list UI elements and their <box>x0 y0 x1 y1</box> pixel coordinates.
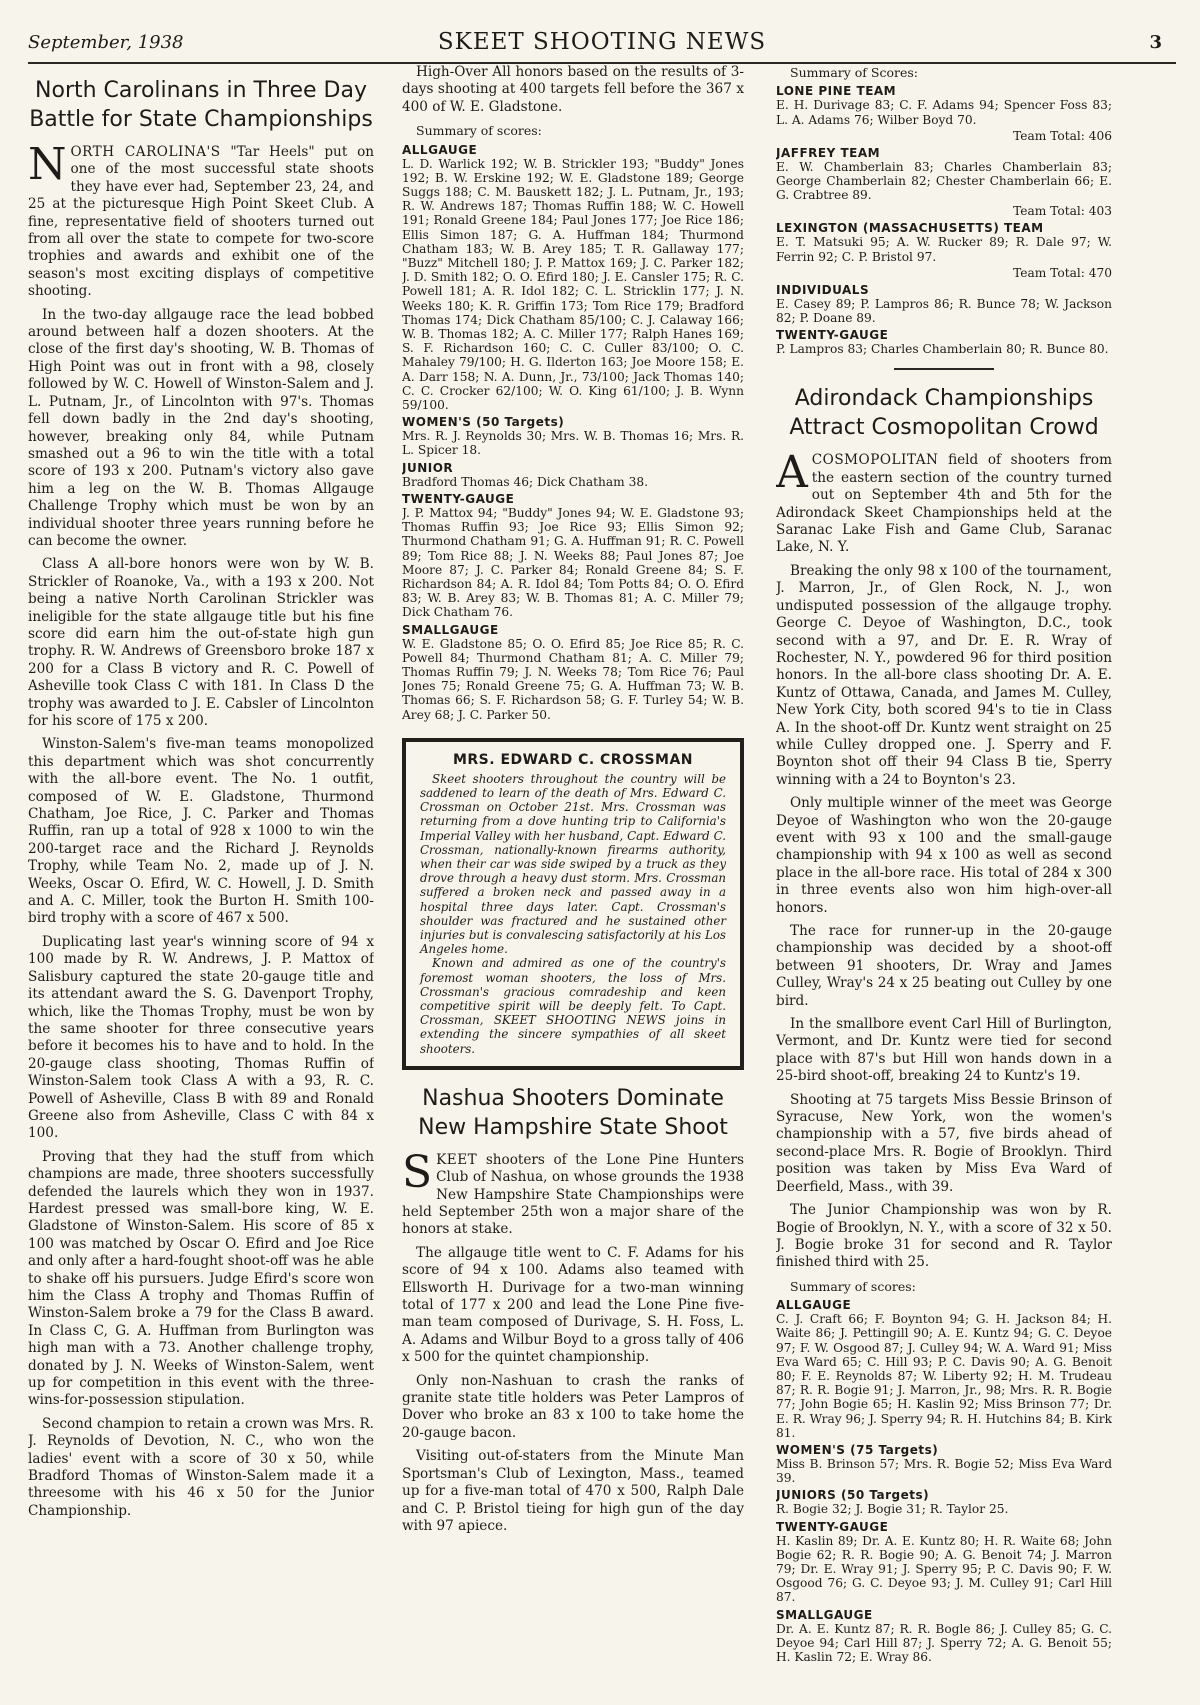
nh-jaffrey-scores: E. W. Chamberlain 83; Charles Chamberlain 83; George Chamberlain 82; Chester Chamberlain 66; E. G. Crabtree 89. <box>776 159 1112 203</box>
nc-women-label: WOMEN'S (50 Targets) <box>402 415 565 430</box>
adk-paragraph-4: The race for runner-up in the 20-gauge championship was decided by a shoot-off between 91 shooters, Dr. Wray and James Culley, Wray's 24 x 25 beating out Culley by one bird. <box>776 923 1112 1009</box>
nh-paragraph-3: Only non-Nashuan to crash the ranks of granite state title holders was Peter Lampros of Dover who broke an 83 x 100 to take home the 20-gauge bacon. <box>402 1372 744 1441</box>
nc-twenty-scores: J. P. Mattox 94; "Buddy" Jones 94; W. E. Gladstone 93; Thomas Ruffin 93; Joe Rice 93; Ellis Simon 92; Thurmond Chatham 91; G. A. Huffman 91; R. C. Powell 89; Tom Rice 88; J. N. Weeks 88; Paul Jones 87; Joe Moore 87; J. C. Parker 84; Ronald Greene 84; S. F. Richardson 84; A. R. Idol 84; Tom Potts 84; O. O. Efird 83; W. B. Arey 83; W. B. Thomas 81; A. C. Miller 79; Dick Chatham 76. <box>402 505 744 620</box>
adk-paragraph-3: Only multiple winner of the meet was George Deyoe of Washington who won the 20-gauge event with 93 x 100 and the small-gauge championship with 94 x 100 as well as second place in the all-bore race. His total of 284 x 300 in three events also won him high-over-all honors. <box>776 795 1112 916</box>
nc-junior-label: JUNIOR <box>402 460 454 475</box>
nc-small-scores: W. E. Gladstone 85; O. O. Efird 85; Joe Rice 85; R. C. Powell 84; Thurmond Chatham 81; A. C. Miller 79; Thomas Ruffin 79; J. N. Weeks 78; Tom Rice 76; Paul Jones 75; Ronald Greene 75; G. A. Huffman 73; W. B. Thomas 66; S. F. Richardson 58; G. F. Turley 54; W. B. Arey 68; J. C. Parker 50. <box>402 636 744 722</box>
nc-headline: North Carolinans in Three Day Battle for State Championships <box>29 78 373 132</box>
nh-summary-heading: Summary of Scores: <box>790 65 918 80</box>
adk-twenty-scores: H. Kaslin 89; Dr. A. E. Kuntz 80; H. R. Waite 68; John Bogie 62; R. R. Bogie 90; A. G. Benoit 74; J. Marron 79; Dr. E. Wray 91; J. Sperry 95; P. C. Davis 90; F. W. Osgood 76; G. C. Deyoe 93; J. M. Culley 91; Carl Hill 87. <box>776 1533 1112 1605</box>
nc-junior-scores: Bradford Thomas 46; Dick Chatham 38. <box>402 474 648 489</box>
nc-drop-cap: N <box>28 139 67 190</box>
nh-lone-pine-scores: E. H. Durivage 83; C. F. Adams 94; Spencer Foss 83; L. A. Adams 76; Wilber Boyd 70. <box>776 98 1112 127</box>
nc-summary-heading: Summary of scores: <box>416 123 542 139</box>
nc-paragraph-6: Proving that they had the stuff from which champions are made, three shooters successfully defended the laurels which they won in 1937. Hardest pressed was small-bore king, W. E. Gladstone of Winston-Salem. His score of 85 x 100 was matched by Oscar O. Efird and Joe Rice and only after a hard-fought shoot-off was he able to shake off his pursuers. Judge Efird's score won him the Class A trophy and Thomas Ruffin of Winston-Salem broke a 79 for the Class B award. In Class C, G. A. Huffman from Burlington was high man with a 73. Another challenge trophy, donated by J. N. Weeks of Winston-Salem, went up for competition in this event with the three-wins-for-possession stipulation. <box>28 1148 374 1409</box>
nh-lead-in: KEET <box>436 1151 478 1168</box>
adk-paragraph-2: Breaking the only 98 x 100 of the tournament, J. Marron, Jr., of Glen Rock, N. J., won undisputed possession of the allgauge trophy. George C. Deyoe of Washington, D.C., took second with a 97, and Dr. E. R. Wray of Rochester, N. Y., powdered 96 for third position honors. In the all-bore class shooting Dr. A. E. Kuntz of Ottawa, Canada, and James M. Culley, New York City, both scored 94's to tie in Class A. In the shoot-off Dr. Kuntz went straight on 25 while Culley dropped one. J. Sperry and F. Boynton shot off their 94 Class B tie, Sperry winning with a 24 to Boynton's 23. <box>776 562 1112 788</box>
obituary-paragraph-1: Skeet shooters throughout the country will be saddened to learn of the death of Mrs. Edward C. Crossman on October 21st. Mrs. Crossman was returning from a dove hunting trip to California's Imperial Valley with her husband, Capt. Edward C. Crossman, nationally-known firearms authority, when their car was side swiped by a truck as they drove through a heavy dust storm. Mrs. Crossman suffered a broken neck and passed away in a hospital three days later. Capt. Crossman's shoulder was fractured and he sustained other injuries but is convalescing satisfactorily at his Los Angeles home. <box>420 771 726 957</box>
nc-allgauge-scores: L. D. Warlick 192; W. B. Strickler 193; "Buddy" Jones 192; B. W. Erskine 192; W. E. Gladstone 189; George Suggs 188; C. M. Bauskett 182; J. L. Putnam, Jr., 193; R. W. Andrews 187; Thomas Ruffin 188; W. C. Howell 191; Ronald Greene 184; Paul Jones 177; Joe Rice 186; Ellis Simon 187; G. A. Huffman 184; Thurmond Chatham 183; W. B. Arey 185; T. R. Gallaway 177; "Buzz" Mitchell 180; J. P. Mattox 169; J. C. Parker 182; J. D. Smith 182; O. O. Efird 180; J. E. Cansler 175; R. C. Powell 181; A. R. Idol 182; C. L. Stricklin 177; J. N. Weeks 180; K. R. Griffin 173; Tom Rice 179; Bradford Thomas 174; Dick Chatham 85/100; C. J. Calaway 166; W. B. Thomas 182; A. C. Miller 177; Ralph Hanes 169; S. F. Richardson 160; C. C. Culler 83/100; O. C. Mahaley 79/100; H. G. Ilderton 163; Joe Moore 158; E. A. Darr 158; N. A. Dunn, Jr., 73/100; Jack Thomas 140; C. C. Crocker 62/100; W. O. King 61/100; J. B. Wynn 59/100. <box>402 156 744 413</box>
nh-individuals-scores: E. Casey 89; P. Lampros 86; R. Bunce 78; W. Jackson 82; P. Doane 89. <box>776 296 1112 326</box>
page-number: 3 <box>1149 32 1162 53</box>
column-2 <box>402 64 744 1541</box>
nh-lexington-scores: E. T. Matsuki 95; A. W. Rucker 89; R. Dale 97; W. Ferrin 92; C. P. Bristol 97. <box>776 235 1112 264</box>
nh-lone-pine-total: Team Total: 406 <box>1013 128 1112 143</box>
adk-allgauge-scores: C. J. Craft 66; F. Boynton 94; G. H. Jackson 84; H. Waite 86; J. Pettingill 90; A. E. Kuntz 94; G. C. Deyoe 97; F. W. Osgood 87; J. Culley 94; W. A. Ward 91; Miss Eva Ward 65; C. Hill 93; P. C. Davis 90; A. G. Benoit 80; F. E. Reynolds 87; W. Liberty 92; H. M. Trudeau 87; R. R. Bogie 91; J. Marron, Jr., 98; Mrs. R. R. Bogie 77; John Bogie 65; H. Kaslin 92; Miss Brinson 77; Dr. E. R. Wray 96; J. Sperry 94; R. H. Hutchins 84; B. Kirk 81. <box>776 1312 1112 1440</box>
nh-headline: Nashua Shooters Dominate New Hampshire State Shoot <box>418 1085 728 1140</box>
adk-paragraph-1: ACOSMOPOLITAN field of shooters from the eastern section of the country turned out on September 4th and 5th for the Adirondack Skeet Championships held at the Saranac Lake Fish and Game Club, Saranac Lake, N. Y. <box>776 447 1112 556</box>
nc-paragraph-4: Winston-Salem's five-man teams monopolized this department which was shot concurrently with the all-bore event. The No. 1 outfit, composed of W. E. Gladstone, Thurmond Chatham, Joe Rice, J. C. Parker and Thomas Ruffin, ran up a total of 928 x 1000 to win the 200-target race and the Richard J. Reynolds Trophy, while Team No. 2, made up of J. N. Weeks, Oscar O. Efird, W. C. Howell, J. D. Smith and A. C. Miller, took the Burton H. Smith 100-bird trophy with a score of 467 x 500. <box>28 736 374 927</box>
nc-paragraph-7: Second champion to retain a crown was Mrs. R. J. Reynolds of Devotion, N. C., who won the ladies' event with a score of 30 x 50, while Bradford Thomas of Winston-Salem made it a threesome with his 46 x 50 for the Junior Championship. <box>28 1415 374 1519</box>
nc-paragraph-8: High-Over All honors based on the results of 3-days shooting at 400 targets fell before the 367 x 400 of W. E. Gladstone. <box>402 64 744 115</box>
adk-lead-in: COSMOPOLITAN <box>811 452 939 469</box>
nh-paragraph-4: Visiting out-of-staters from the Minute Man Sportsman's Club of Lexington, Mass., teamed up for a five-man total of 470 x 500, Ralph Dale and C. P. Bristol tieing for high gun of the day with 97 apiece. <box>402 1448 744 1534</box>
adk-allgauge-label: ALLGAUGE <box>776 1298 852 1313</box>
publication-title: SKEET SHOOTING NEWS <box>437 29 767 55</box>
nh-paragraph-1: SKEET shooters of the Lone Pine Hunters Club of Nashua, on whose grounds the 1938 New Hampshire State Championships were held September 25th won a major share of the honors at stake. <box>402 1146 744 1238</box>
nc-lead-in: ORTH CAROLINA'S <box>70 144 221 160</box>
nh-jaffrey-label: JAFFREY TEAM <box>776 145 881 160</box>
adk-paragraph-5: In the smallbore event Carl Hill of Burlington, Vermont, and Dr. Kuntz were tied for second place with 87's but Hill won hands down in a 25-bird shoot-off, breaking 24 to Kuntz's 19. <box>776 1016 1112 1085</box>
adk-women-scores: Miss B. Brinson 57; Mrs. R. Bogie 52; Miss Eva Ward 39. <box>776 1456 1112 1486</box>
nc-paragraph-3: Class A all-bore honors were won by W. B. Strickler of Roanoke, Va., with a 193 x 200. Not being a native North Carolinan Strickler was ineligible for the state allgauge title but his fine score did earn him the out-of-state high gun trophy. R. W. Andrews of Greensboro broke 187 x 200 for a Class B victory and R. C. Powell of Asheville took Class C with 181. In Class D the trophy was awarded to J. E. Cabsler of Lincolnton for his score of 175 x 200. <box>28 556 374 729</box>
nc-twenty-label: TWENTY-GAUGE <box>402 491 515 506</box>
nh-lexington-total: Team Total: 470 <box>1013 265 1112 280</box>
nc-women-scores: Mrs. R. J. Reynolds 30; Mrs. W. B. Thomas 16; Mrs. R. L. Spicer 18. <box>402 429 744 458</box>
section-divider <box>894 368 994 370</box>
adk-headline: Adirondack Championships Attract Cosmopolitan Crowd <box>789 386 1099 441</box>
column-1 <box>28 64 374 1526</box>
nh-individuals-label: INDIVIDUALS <box>776 282 870 297</box>
adk-small-label: SMALLGAUGE <box>776 1607 873 1622</box>
nh-drop-cap: S <box>402 1146 433 1198</box>
nh-paragraph-2: The allgauge title went to C. F. Adams for his score of 94 x 100. Adams also teamed with Ellsworth H. Durivage for a two-man winning total of 177 x 200 and lead the Lone Pine five-man team composed of Durivage, S. H. Foss, L. A. Adams and Wilbur Boyd to a gross tally of 406 x 500 for the quintet championship. <box>402 1244 744 1366</box>
adk-small-scores: Dr. A. E. Kuntz 87; R. R. Bogle 86; J. Culley 85; G. C. Deyoe 94; Carl Hill 87; J. Sperry 72; A. G. Benoit 55; H. Kaslin 72; E. Wray 86. <box>776 1621 1112 1664</box>
nh-twenty-label: TWENTY-GAUGE <box>776 328 889 343</box>
nh-twenty-scores: P. Lampros 83; Charles Chamberlain 80; R. Bunce 80. <box>776 342 1109 357</box>
nc-small-label: SMALLGAUGE <box>402 622 499 637</box>
nh-lexington-label: LEXINGTON (MASSACHUSETTS) TEAM <box>776 221 1044 236</box>
adk-paragraph-6: Shooting at 75 targets Miss Bessie Brinson of Syracuse, New York, won the women's championship with a 57, five birds ahead of second-place Mrs. R. Bogie of Brooklyn. Third position was taken by Miss Eva Ward of Deerfield, Mass., with 39. <box>776 1091 1112 1195</box>
nc-paragraph-2: In the two-day allgauge race the lead bobbed around between half a dozen shooters. At the close of the first day's shooting, W. B. Thomas of High Point was out in front with a 98, closely followed by W. C. Howell of Winston-Salem and J. L. Putnam, Jr., of Lincolnton with 97's. Thomas fell down badly in the 2nd day's shooting, however, breaking only 84, while Putnam smashed out a 96 to win the title with a total score of 193 x 200. Putnam's victory also gave him a leg on the W. B. Thomas Allgauge Challenge Trophy which must be won by an individual shooter three years running before he can become the owner. <box>28 306 374 549</box>
nh-jaffrey-total: Team Total: 403 <box>1013 204 1112 219</box>
adk-summary-heading: Summary of scores: <box>790 1278 916 1294</box>
adk-women-label: WOMEN'S (75 Targets) <box>776 1442 939 1457</box>
issue-date: September, 1938 <box>28 32 184 53</box>
adk-juniors-label: JUNIORS (50 Targets) <box>776 1488 930 1503</box>
nc-paragraph-5: Duplicating last year's winning score of 94 x 100 made by R. W. Andrews, J. P. Mattox of Salisbury captured the state 20-gauge title and its attendant award the S. G. Davenport Trophy, which, like the Thomas Trophy, must be won by the same shooter for three consecutive years before it becomes his to have and to hold. In the 20-gauge class shooting, Thomas Ruffin of Winston-Salem took Class A with a 93, R. C. Powell of Asheville, Class B with 89 and Ronald Greene also from Asheville, Class C with 84 x 100. <box>28 933 374 1142</box>
obituary-paragraph-2: Known and admired as one of the country's foremost woman shooters, the loss of Mrs. Crossman's gracious comradeship and keen competitive spirit will be deeply felt. To Capt. Crossman, SKEET SHOOTING NEWS joins in extending the sincere sympathies of all skeet shooters. <box>420 956 726 1056</box>
adk-twenty-label: TWENTY-GAUGE <box>776 1519 889 1534</box>
nh-lone-pine-label: LONE PINE TEAM <box>776 84 897 99</box>
obituary-box <box>402 738 744 1070</box>
adk-paragraph-7: The Junior Championship was won by R. Bogie of Brooklyn, N. Y., with a score of 32 x 50. J. Bogie broke 31 for second and R. Taylor finished third with 25. <box>776 1202 1112 1271</box>
obituary-title: MRS. EDWARD C. CROSSMAN <box>452 751 694 768</box>
adk-juniors-scores: R. Bogie 32; J. Bogie 31; R. Taylor 25. <box>776 1502 1009 1517</box>
nc-allgauge-label: ALLGAUGE <box>402 142 478 157</box>
adk-drop-cap: A <box>776 447 808 499</box>
nc-paragraph-1: NORTH CAROLINA'S "Tar Heels" put on one of the most successful state shoots they have ever had, September 23, 24, and 25 at the picturesque High Point Skeet Club. A fine, representative field of shooters turned out from all over the state to compete for two-score trophies and awards and exhibit one of the season's most exciting displays of competitive shooting. <box>28 139 374 300</box>
column-3 <box>776 64 1112 1666</box>
page-header <box>28 26 1176 64</box>
